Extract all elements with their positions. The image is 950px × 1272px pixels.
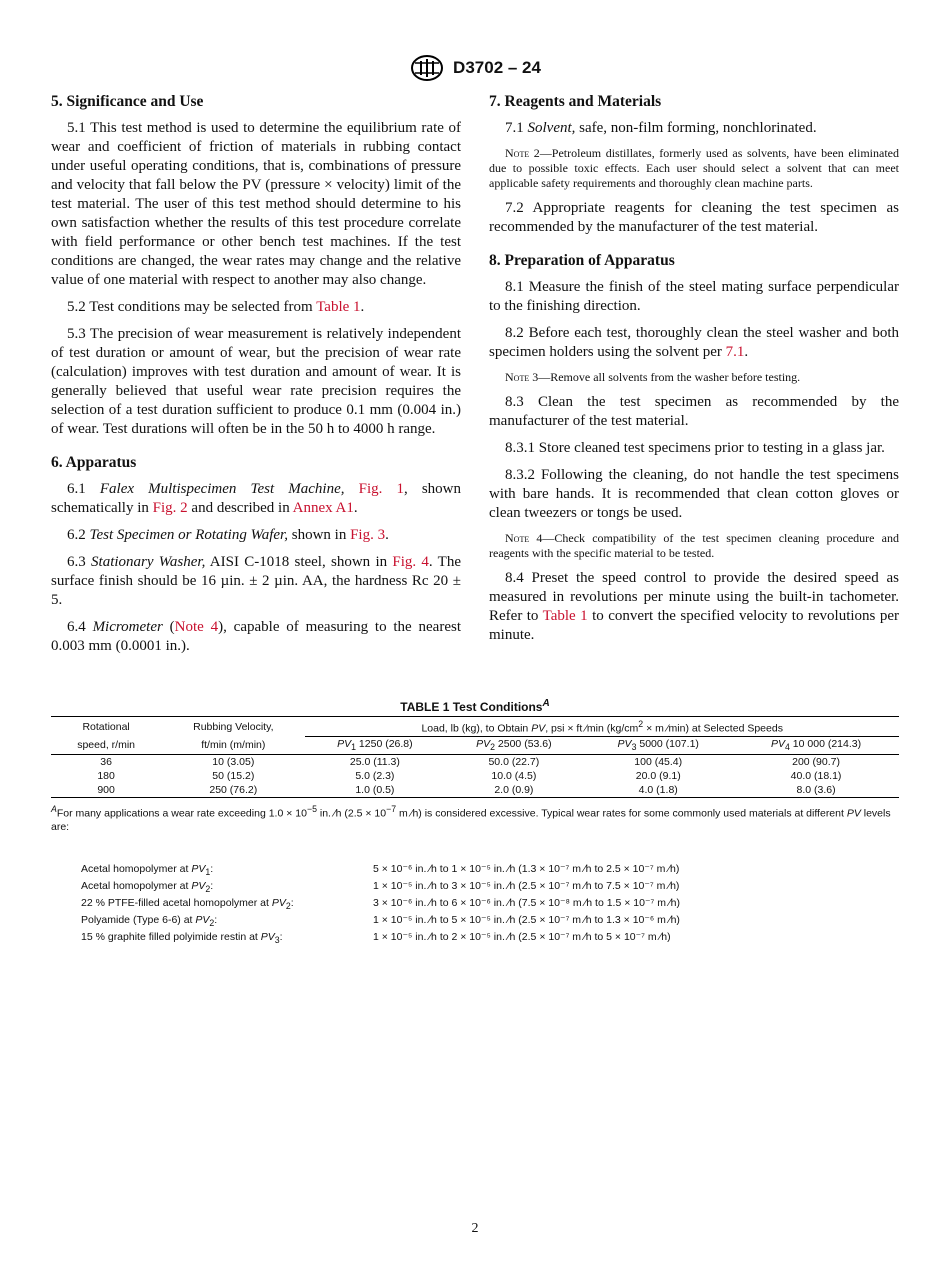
table-1-link-2[interactable]: Table 1 [542,608,588,624]
para-8-4: 8.4 Preset the speed control to provide the desired speed as measured in revolutions per minute using the built-in tachometer. Refer to Table 1 to convert the specified velocity to revolutions per minute. [489,570,899,643]
pv1-header: $PV_1$ 1250 (26.8) [305,736,444,754]
section-7-heading: 7. Reagents and Materials [489,93,662,110]
page-header [0,54,950,82]
para-5-3: 5.3 The precision of wear measurement is relatively independent of test duration or amount of wear, but the precision of wear rate (calculation) improves with test duration and amount of wear. It is generally believed that useful wear rate precision requires the selection of a test duration sufficient to produce 0.1 mm (0.004 in.) of wear. Test durations will often be in the 50 h to 4000 h range. [51,326,461,437]
para-5-1: 5.1 This test method is used to determine the equilibrium rate of wear and coefficient of friction of materials in rubbing contact under useful operating conditions, that is, combinations of pressure and velocity that fall below the PV (pressure × velocity) limit of the test material. The user of this test method should determine to his own satisfaction whether the results of this test procedure correlate with field performance or other bench test machines. If the test conditions are changed, the wear rates may change and the relative value of one material with respect to another may also change. [51,120,461,288]
para-8-3-1: 8.3.1 Store cleaned test specimens prior to testing in a glass jar. [505,440,885,456]
left-column [51,92,461,664]
table-row: 900 250 (76.2) 1.0 (0.5) 2.0 (0.9) 4.0 (1.8) 8.0 (3.6) [51,783,899,798]
table-1-link[interactable]: Table 1 [316,299,361,315]
pv4-header: $PV_4$ 10 000 (214.3) [733,736,899,754]
list-item: 15 % graphite filled polyimide restin at $PV_3$: 1 × 10⁻⁵ in. ⁄h to 2 × 10⁻⁵ in. ⁄h (2.5 × 10⁻⁷ m ⁄h to 5 × 10⁻⁷ m ⁄h) [81,931,671,946]
section-6-heading: 6. Apparatus [51,454,137,471]
para-7-2: 7.2 Appropriate reagents for cleaning the test specimen as recommended by the manufacturer of the test material. [489,200,899,235]
pv3-header: $PV_3$ 5000 (107.1) [583,736,733,754]
list-item: Acetal homopolymer at $PV_1$: 5 × 10⁻⁶ in. ⁄h to 1 × 10⁻⁵ in. ⁄h (1.3 × 10⁻⁷ m ⁄h to 2.5 × 10⁻⁷ m ⁄h) [81,863,680,878]
list-item: Polyamide (Type 6-6) at $PV_2$: 1 × 10⁻⁵ in. ⁄h to 5 × 10⁻⁵ in. ⁄h (2.5 × 10⁻⁷ m ⁄h to 1.3 × 10⁻⁶ m ⁄h) [81,914,680,929]
para-6-1: 6.1 Falex Multispecimen Test Machine, Fig. 1, shown schematically in Fig. 2 and described in Annex A1. [51,481,462,516]
para-8-3-2: 8.3.2 Following the cleaning, do not handle the test specimens with bare hands. It is recommended that clean cotton gloves or clean tweezers or tongs be used. [489,467,899,521]
note-4: Note 4—Check compatibility of the test specimen cleaning procedure and reagents with the specific material to be tested. [489,531,899,560]
para-6-3: 6.3 Stationary Washer, AISI C-1018 steel, shown in Fig. 4. The surface finish should be 16 µin. ± 2 µin. AA, the hardness Rc 20 ± 5. [51,554,461,608]
page-number: 2 [471,1221,479,1236]
table-row: 36 10 (3.05) 25.0 (11.3) 50.0 (22.7) 100 (45.4) 200 (90.7) [100,755,840,768]
note-3: Note 3—Remove all solvents from the washer before testing. [505,370,801,384]
section-7-1-link[interactable]: 7.1 [725,344,745,360]
para-8-1: 8.1 Measure the finish of the steel mating surface perpendicular to the finishing direction. [489,279,899,314]
annex-a1-link[interactable]: Annex A1 [292,500,354,516]
list-item: 22 % PTFE-filled acetal homopolymer at $PV_2$: 3 × 10⁻⁶ in. ⁄h to 6 × 10⁻⁶ in. ⁄h (7.5 × 10⁻⁸ m ⁄h to 1.5 × 10⁻⁷ m ⁄h) [81,897,680,912]
section-5-heading: 5. Significance and Use [51,93,204,110]
col-header-velocity-unit: ft/min (m/min) [201,738,266,751]
table-header-row [51,717,899,737]
col-header-rotational: Rotational [82,720,130,733]
col-header-velocity: Rubbing Velocity, [193,720,274,733]
test-conditions-table [51,716,899,798]
table-footnote: $^A$For many applications a wear rate exceeding $1.0 \times 10^{-5}$ in. ⁄h ($2.5 \times 10^{-7}$ m ⁄h) is considered excessive. Typical wear rates for some commonly used materials at different PV levels are: [51,803,891,834]
fig-1-link[interactable]: Fig. 1 [358,481,404,497]
fig-2-link[interactable]: Fig. 2 [152,500,188,516]
right-column [489,92,899,653]
section-8-heading: 8. Preparation of Apparatus [489,252,675,269]
table-1 [51,698,899,948]
pv2-header: $PV_2$ 2500 (53.6) [444,736,583,754]
note-4-link[interactable]: Note 4 [174,619,219,635]
para-7-1: 7.1 Solvent, safe, non-film forming, nonchlorinated. [505,120,817,136]
para-6-2: 6.2 Test Specimen or Rotating Wafer, shown in Fig. 3. [67,527,389,543]
col-header-load: Load, lb (kg), to Obtain PV, psi × ft ⁄min ($kg/cm^2 \times m$ ⁄min) at Selected Speeds [421,719,783,735]
list-item: Acetal homopolymer at $PV_2$: 1 × 10⁻⁵ in. ⁄h to 3 × 10⁻⁵ in. ⁄h (2.5 × 10⁻⁷ m ⁄h to 7.5 × 10⁻⁷ m ⁄h) [81,880,680,895]
para-5-2: 5.2 Test conditions may be selected from Table 1. [67,299,365,315]
note-2: Note 2—Petroleum distillates, formerly used as solvents, have been eliminated due to possible toxic effects. Each user should select a solvent that can meet applicable safety requirements and thoroughly clean machine parts. [489,146,899,190]
para-8-3: 8.3 Clean the test specimen as recommended by the manufacturer of the test material. [489,394,899,429]
fig-3-link[interactable]: Fig. 3 [350,527,386,543]
table-row: 180 50 (15.2) 5.0 (2.3) 10.0 (4.5) 20.0 (9.1) 40.0 (18.1) [97,769,842,782]
astm-logo-icon [409,54,445,82]
col-header-rotational-unit: speed, r/min [77,738,135,751]
table-subheader-row [51,736,899,754]
table-title: TABLE 1 Test Conditions$^A$ [400,698,550,714]
designation: D3702 – 24 [453,58,541,77]
fig-4-link[interactable]: Fig. 4 [392,554,429,570]
wear-rate-list [81,862,899,947]
para-8-2: 8.2 Before each test, thoroughly clean the steel washer and both specimen holders using the solvent per 7.1. [489,325,899,360]
para-6-4: 6.4 Micrometer (Note 4), capable of measuring to the nearest 0.003 mm (0.0001 in.). [51,619,461,654]
